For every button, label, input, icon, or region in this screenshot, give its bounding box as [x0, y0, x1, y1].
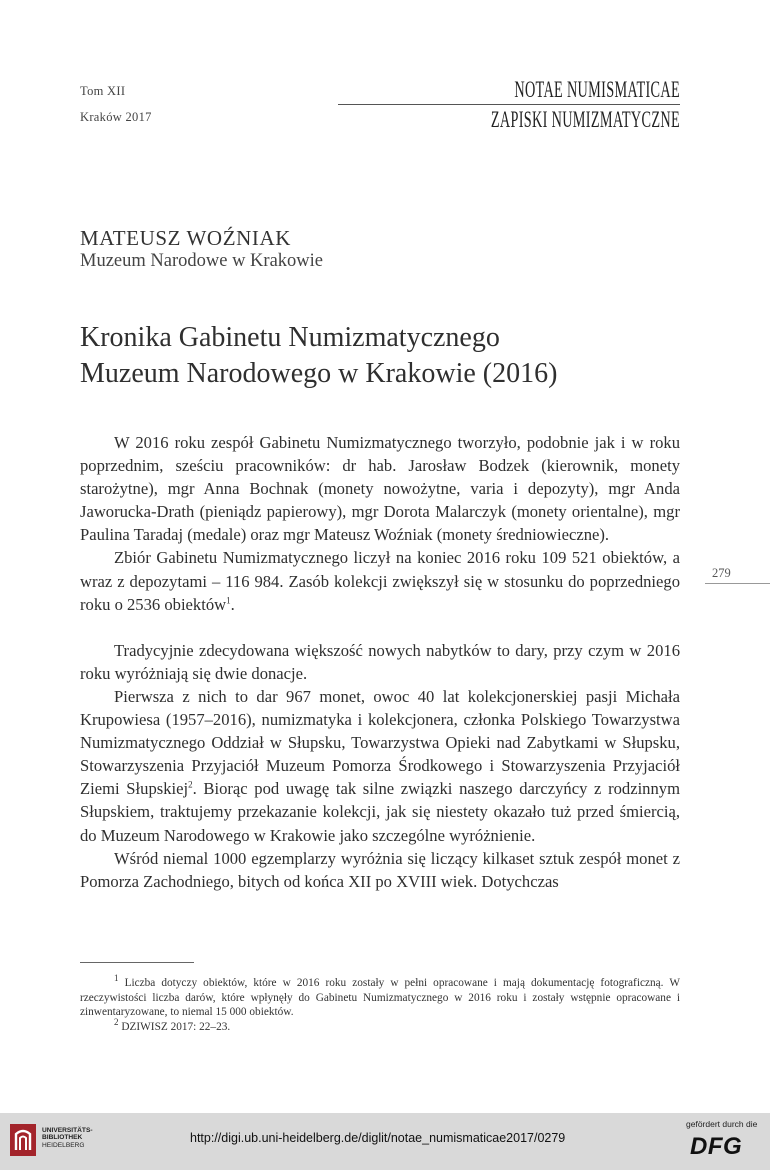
paragraph-2-end: . [230, 594, 235, 614]
library-logo[interactable] [10, 1124, 36, 1156]
paragraph-5: Wśród niemal 1000 egzemplarzy wyróżnia się liczący kilkaset sztuk zespół monet z Pomorza Zachodniego, bitych od końca XII po XVIII wiek. Dotychczas [80, 848, 680, 891]
journal-subtitle [280, 107, 680, 132]
article-title-line2: Muzeum Narodowego w Krakowie (2016) [80, 358, 558, 389]
article-body [80, 431, 680, 893]
paragraph-2 [80, 546, 680, 615]
footnote-1-text: Liczba dotyczy obiektów, które w 2016 roku zostały w pełni opracowane i mają dokumentację fotograficzną. W rzeczywistości liczba darów, które wpłynęły do Gabinetu Numizmatycznego w 2016 roku i zostały wstępnie opracowane i zinwentaryzowane, to niemal 15 000 obiektów. [80, 977, 680, 1019]
article-title-line1: Kronika Gabinetu Numizmatycznego [80, 322, 500, 353]
page-number-rule [705, 583, 770, 584]
page-number: 279 [712, 566, 731, 580]
journal-title-line1: NOTAE NUMISMATICAE [514, 77, 680, 102]
paragraph-4-text-a: Pierwsza z nich to dar 967 monet, owoc 40 lat kolekcjonerskiej pasji Michała Krupowiesa (1957–2016), numizmatyka i kolekcjonera, członka Polskiego Towarzystwa Numizmatycznego Oddział w Słupsku, Towarzystwa Opieki nad Zabytkami w Słupsku, Stowarzyszenia Przyjaciół Muzeum Pomorza Środkowego i Stowarzyszenia Przyjaciół Ziemi Słupskiej [80, 686, 680, 799]
library-name-line3: HEIDELBERG [42, 1141, 85, 1149]
source-url[interactable]: http://digi.ub.uni-heidelberg.de/diglit/notae_numismaticae2017/0279 [190, 1131, 566, 1145]
author-name: MATEUSZ WOŹNIAK [80, 226, 292, 250]
footnote-1-number: 1 [114, 973, 119, 984]
paragraph-1: W 2016 roku zespół Gabinetu Numizmatycznego tworzyło, podobnie jak i w roku poprzednim, sześciu pracowników: dr hab. Jarosław Bodzek (kierownik, monety starożytne), mgr Anna Bochnak (monety nowożytne, varia i depozyty), mgr Anda Jaworucka-Drath (pieniądz papierowy), mgr Dorota Malarczyk (monety orientalne), mgr Paulina Taradaj (medale) oraz mgr Mateusz Woźniak (monety średniowieczne). [80, 433, 680, 545]
article-title [80, 320, 557, 392]
footnote-2-number: 2 [114, 1017, 119, 1028]
footnote-2 [80, 1017, 680, 1035]
footnotes [80, 973, 680, 1034]
footnote-2-text: DZIWISZ 2017: 22–23. [121, 1020, 231, 1033]
footnote-ref-2[interactable]: 2 [188, 779, 193, 790]
paragraph-3: Tradycyjnie zdecydowana większość nowych nabytków to dary, przy czym w 2016 roku wyróżniają się dwie donacje. [80, 640, 680, 683]
dfg-logo[interactable]: DFG [690, 1133, 743, 1160]
footnote-separator [80, 962, 194, 963]
library-emblem-icon [10, 1124, 36, 1156]
library-name-line1: UNIVERSITÄTS- [42, 1127, 93, 1134]
volume-label: Tom XII [80, 84, 126, 98]
header-rule [338, 104, 680, 105]
journal-title-line2: ZAPISKI NUMIZMATYCZNE [490, 107, 680, 132]
library-name-line2: BIBLIOTHEK [42, 1134, 83, 1142]
footnote-1 [80, 973, 680, 1020]
paragraph-4-text-b: . Biorąc pod uwagę tak silne związki naszego darczyńcy z rodzinnym Słupskiem, traktujemy przekazanie kolekcji, jak się niestety okazało tuż przed śmiercią, do Muzeum Narodowego w Krakowie jako szczególne wyróżnienie. [80, 779, 680, 845]
paragraph-2-text: Zbiór Gabinetu Numizmatycznego liczył na koniec 2016 roku 109 521 obiektów, a wraz z depozytami – 116 984. Zasób kolekcji zwiększył się w stosunku do poprzedniego roku o 2536 obiektów [80, 548, 680, 614]
place-year-label: Kraków 2017 [80, 110, 152, 124]
paragraph-4 [80, 685, 680, 847]
journal-title [280, 77, 680, 102]
library-name[interactable] [42, 1127, 93, 1149]
author-affiliation: Muzeum Narodowe w Krakowie [80, 251, 323, 271]
footnote-ref-1[interactable]: 1 [226, 595, 231, 606]
funded-by-label: gefördert durch die [686, 1119, 758, 1129]
